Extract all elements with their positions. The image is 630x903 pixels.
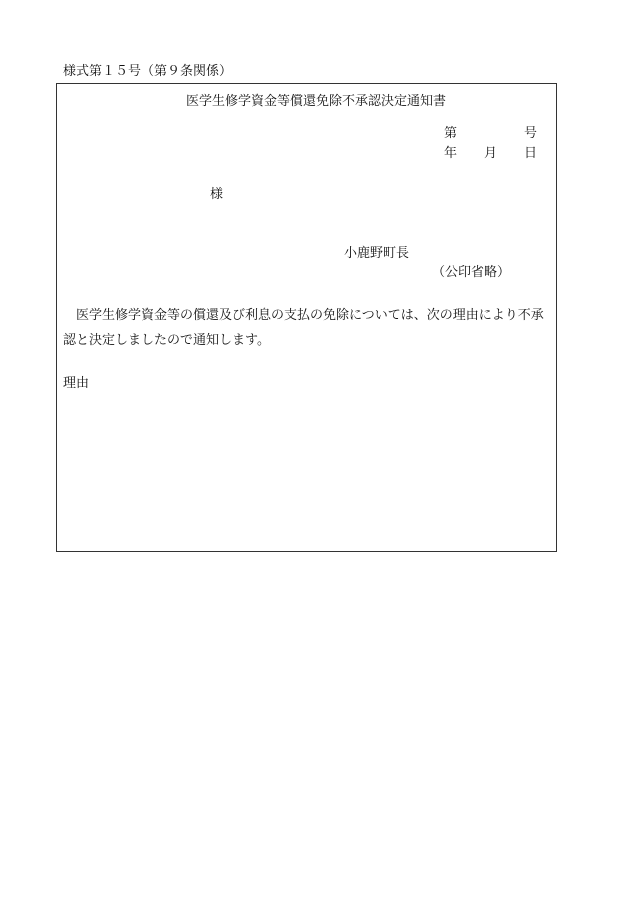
date-year-label: 年 — [444, 146, 458, 161]
issuer-name: 小鹿野町長 — [344, 246, 410, 261]
date-day-label: 日 — [524, 146, 538, 161]
document-title: 医学生修学資金等償還免除不承認決定通知書 — [185, 94, 446, 109]
reason-label: 理由 — [63, 376, 90, 391]
number-suffix: 号 — [524, 126, 538, 141]
addressee-honorific: 様 — [210, 187, 224, 202]
seal-omitted-note: （公印省略） — [432, 265, 511, 280]
notice-body-text: 医学生修学資金等の償還及び利息の支払の免除については、次の理由により不承認と決定しましたので通知します。 — [63, 308, 544, 348]
form-number-label: 様式第１５号（第９条関係） — [63, 64, 233, 79]
date-month-label: 月 — [484, 146, 498, 161]
number-prefix: 第 — [444, 126, 458, 141]
